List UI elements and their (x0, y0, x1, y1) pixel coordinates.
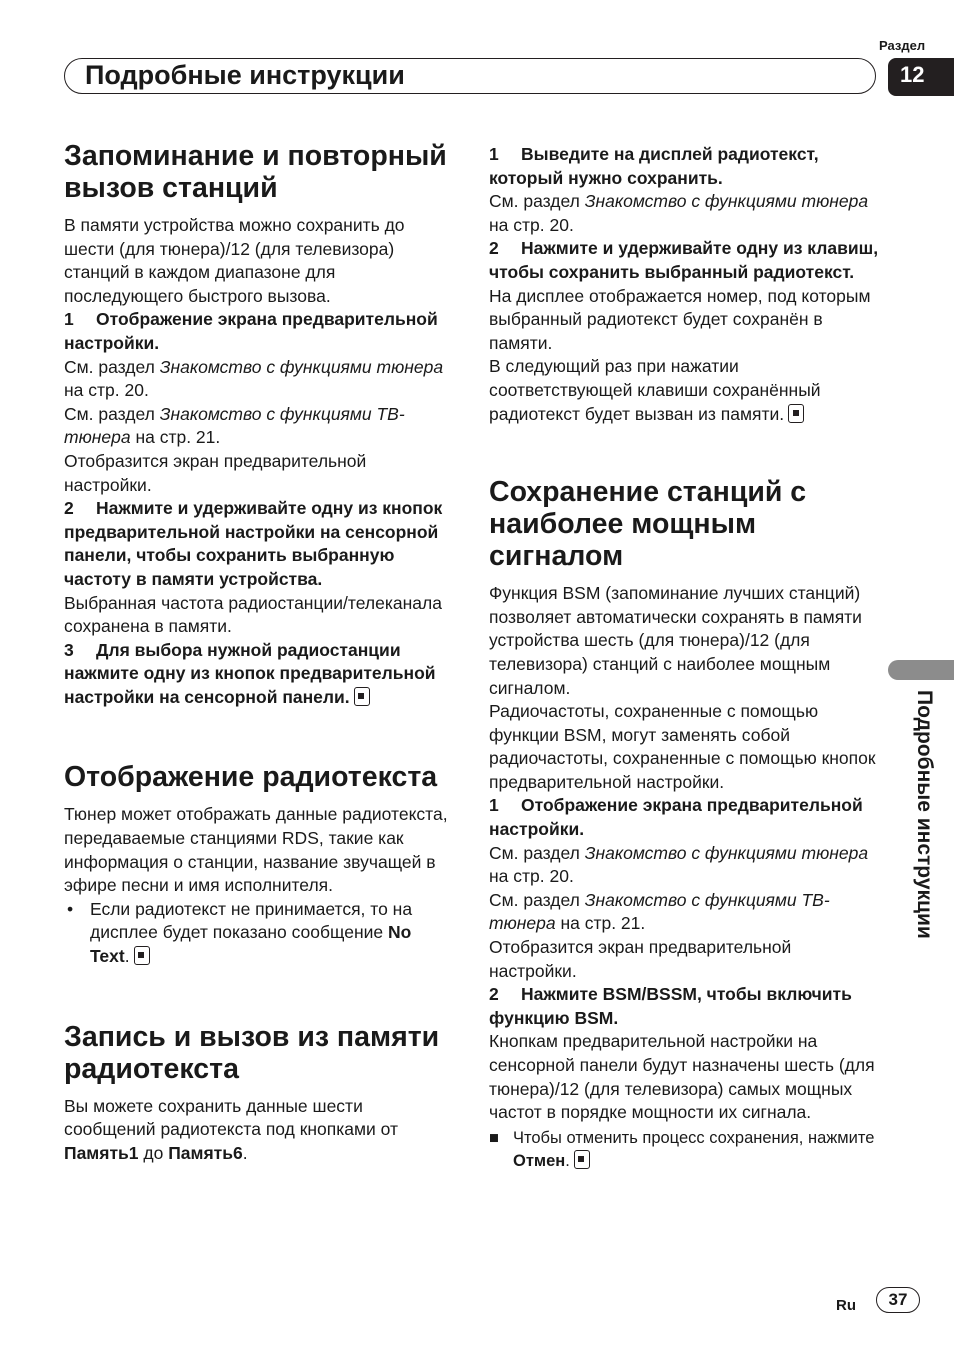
page-header-title: Подробные инструкции (64, 58, 876, 94)
reference-link: Знакомство с функциями ТВ-тюнера (64, 403, 405, 448)
side-tab-marker (888, 660, 954, 680)
paragraph: Кнопкам предварительной настройки на сенсорной панели будут назначены шесть (для тюнера)/12 (для телевизора) самых мощных частот в порядке мощности их сигнала. (489, 1031, 875, 1123)
reference: См. раздел Знакомство с функциями тюнера на стр. 20. (489, 842, 869, 887)
step-heading (489, 794, 879, 841)
chapter-number: 12 (888, 58, 954, 96)
end-mark-icon (788, 404, 804, 423)
step-number: 1 (489, 795, 499, 816)
reference-link: Знакомство с функциями тюнера (584, 191, 869, 212)
bullet-item (64, 898, 452, 969)
paragraph: Радиочастоты, сохраненные с помощью функции BSM, могут заменять собой радиочастоты, сохраненные с помощью кнопок предварительной настройки. (489, 701, 876, 792)
step-number: 2 (489, 984, 499, 1005)
heading-radiotext-display: Отображение радиотекста (64, 761, 438, 794)
message-name: No Text (90, 922, 412, 967)
note-mark: ■ (489, 1128, 499, 1147)
step-text: Нажмите и удерживайте одну из кнопок предварительной настройки на сенсорной панели, чтобы сохранить выбранную частоту в памяти устройства. (64, 498, 443, 589)
heading-store-recall: Запоминание и повторный вызов станций (64, 140, 447, 204)
page-number: 37 (876, 1287, 920, 1313)
paragraph: Функция BSM (запоминание лучших станций) позволяет автоматически сохранять в памяти устройства шесть (для тюнера)/12 (для телевизора) станций с наиболее мощным сигналом. (489, 583, 862, 698)
paragraph: Тюнер может отображать данные радиотекста, передаваемые станциями RDS, такие как информация о станции, название звучащей в эфире песни и имя исполнителя. (64, 804, 448, 896)
step-heading (64, 639, 452, 710)
bullet-mark: • (67, 898, 74, 919)
end-mark-icon (354, 687, 370, 706)
paragraph: В памяти устройства можно сохранить до шести (для тюнера)/12 (для телевизора) станций в каждом диапазоне для последующего быстрого вызова. (64, 215, 405, 306)
heading-radiotext-memory: Запись и вызов из памяти радиотекста (64, 1020, 440, 1085)
paragraph: Отобразится экран предварительной настройки. (64, 450, 367, 495)
heading-bsm: Сохранение станций с наиболее мощным сигналом (489, 476, 807, 573)
reference-link: Знакомство с функциями тюнера (584, 842, 869, 863)
language-code: Ru (836, 1297, 856, 1314)
step-number: 2 (64, 498, 74, 519)
step-text: Отображение экрана предварительной настройки. (64, 309, 438, 353)
end-mark-icon (574, 1150, 590, 1169)
step-text: Отображение экрана предварительной настройки. (489, 795, 863, 840)
step-text: Нажмите BSM/BSSM, чтобы включить функцию BSM. (489, 984, 852, 1028)
step-heading (489, 983, 879, 1030)
left-column (64, 140, 452, 1165)
paragraph: Выбранная частота радиостанции/телеканала сохранена в памяти. (64, 592, 442, 637)
bullet-text: Если радиотекст не принимается, то на дисплее будет показано сообщение No Text. (90, 898, 413, 967)
step-number: 2 (489, 238, 499, 259)
side-section-title: Подробные инструкции (913, 690, 936, 939)
note-item (489, 1127, 879, 1174)
reference-link: Знакомство с функциями ТВ-тюнера (489, 889, 830, 934)
step-number: 3 (64, 639, 74, 660)
button-name: Память1 (64, 1142, 139, 1163)
reference: См. раздел Знакомство с функциями тюнера на стр. 20. (64, 356, 444, 401)
reference: См. раздел Знакомство с функциями тюнера на стр. 20. (489, 191, 869, 235)
step-number: 1 (489, 144, 499, 164)
end-mark-icon (134, 946, 150, 965)
section-label: Раздел (879, 38, 926, 53)
step-heading (489, 237, 879, 284)
step-heading (64, 308, 452, 355)
step-text: Для выбора нужной радиостанции нажмите одну из кнопок предварительной настройки на сенсорной панели. (64, 639, 436, 707)
step-text: Нажмите и удерживайте одну из клавиш, чтобы сохранить выбранный радиотекст. (489, 238, 879, 282)
step-text: Выведите на дисплей радиотекст, который нужно сохранить. (489, 144, 819, 188)
right-column (489, 140, 879, 1174)
step-number: 1 (64, 309, 74, 330)
paragraph: В следующий раз при нажатии соответствующей клавиши сохранённый радиотекст будет вызван из памяти. (489, 356, 821, 424)
reference-link: Знакомство с функциями тюнера (159, 356, 444, 377)
button-name: Память6 (168, 1142, 243, 1163)
button-name: Отмен (513, 1152, 566, 1171)
step-heading (64, 497, 452, 591)
paragraph: Отобразится экран предварительной настройки. (489, 937, 792, 981)
paragraph: На дисплее отображается номер, под которым выбранный радиотекст будет сохранён в памяти. (489, 285, 871, 353)
note-text: Чтобы отменить процесс сохранения, нажмите Отмен. (513, 1128, 875, 1171)
reference: См. раздел Знакомство с функциями ТВ-тюнера на стр. 21. (64, 403, 405, 448)
reference: См. раздел Знакомство с функциями ТВ-тюнера на стр. 21. (489, 889, 830, 934)
step-heading (489, 143, 879, 190)
paragraph: Вы можете сохранить данные шести сообщений радиотекста под кнопками от Память1 до Память6. (64, 1095, 399, 1163)
